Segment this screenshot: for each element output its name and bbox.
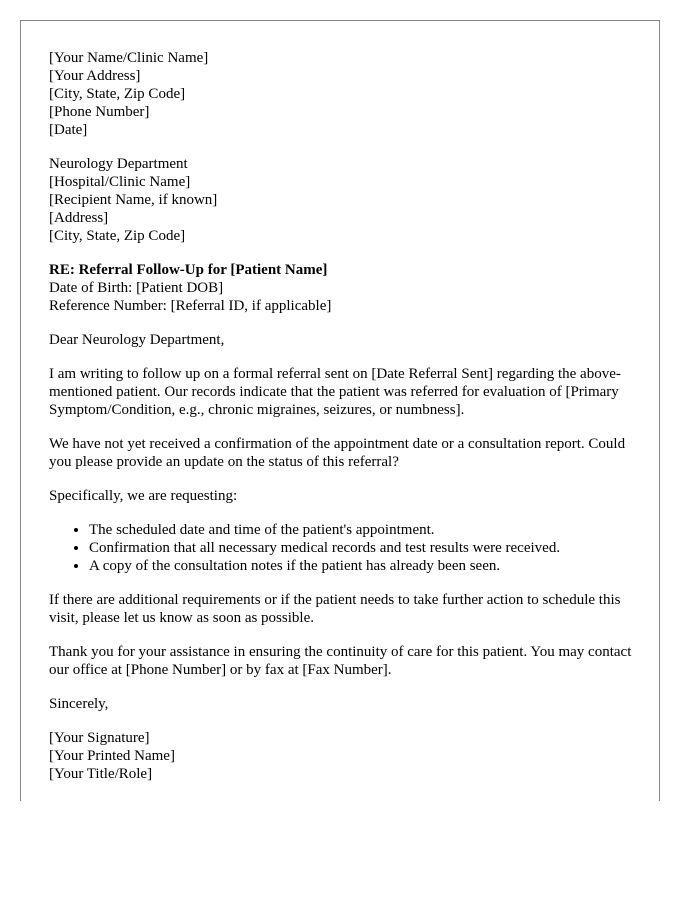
sender-block	[49, 49, 639, 139]
signature: [Your Signature]	[49, 730, 150, 746]
recipient-city-state-zip: [City, State, Zip Code]	[49, 228, 186, 244]
list-item: • Confirmation that all necessary medical records and test results were received.	[89, 539, 639, 557]
recipient-block	[49, 155, 639, 245]
recipient-name: [Recipient Name, if known]	[49, 192, 218, 208]
body-paragraph-4: If there are additional requirements or if the patient needs to take further action to schedule this visit, please let us know as soon as possible.	[49, 592, 621, 626]
request-list	[49, 521, 639, 575]
sender-city-state-zip: [City, State, Zip Code]	[49, 86, 186, 102]
salutation: Dear Neurology Department,	[49, 332, 225, 348]
subject-re-line: RE: Referral Follow-Up for [Patient Name]	[49, 262, 328, 278]
letter-body	[49, 49, 639, 783]
body-paragraph-5: Thank you for your assistance in ensuring the continuity of care for this patient. You may contact our office at [Phone Number] or by fax at [Fax Number].	[49, 644, 632, 678]
body-paragraph-1: I am writing to follow up on a formal referral sent on [Date Referral Sent] regarding the above-mentioned patient. Our records indicate that the patient was referred for evaluation of [Primary Symptom/Condition, e.g., chronic migraines, seizures, or numbness].	[49, 366, 621, 418]
recipient-department: Neurology Department	[49, 156, 188, 172]
letter-page	[20, 20, 660, 801]
recipient-hospital: [Hospital/Clinic Name]	[49, 174, 191, 190]
signature-block	[49, 729, 639, 783]
sender-phone: [Phone Number]	[49, 104, 150, 120]
closing: Sincerely,	[49, 696, 109, 712]
reference-number: Reference Number: [Referral ID, if applicable]	[49, 298, 332, 314]
letter-date: [Date]	[49, 122, 88, 138]
sender-name: [Your Name/Clinic Name]	[49, 50, 209, 66]
body-paragraph-3: Specifically, we are requesting:	[49, 488, 238, 504]
body-paragraph-2: We have not yet received a confirmation of the appointment date or a consultation report. Could you please provide an update on the status of this referral?	[49, 436, 626, 470]
sender-address: [Your Address]	[49, 68, 141, 84]
title-role: [Your Title/Role]	[49, 766, 153, 782]
list-item: • A copy of the consultation notes if the patient has already been seen.	[89, 557, 639, 575]
subject-block	[49, 261, 639, 315]
printed-name: [Your Printed Name]	[49, 748, 175, 764]
recipient-address: [Address]	[49, 210, 109, 226]
list-item: • The scheduled date and time of the patient's appointment.	[89, 521, 639, 539]
patient-dob: Date of Birth: [Patient DOB]	[49, 280, 224, 296]
